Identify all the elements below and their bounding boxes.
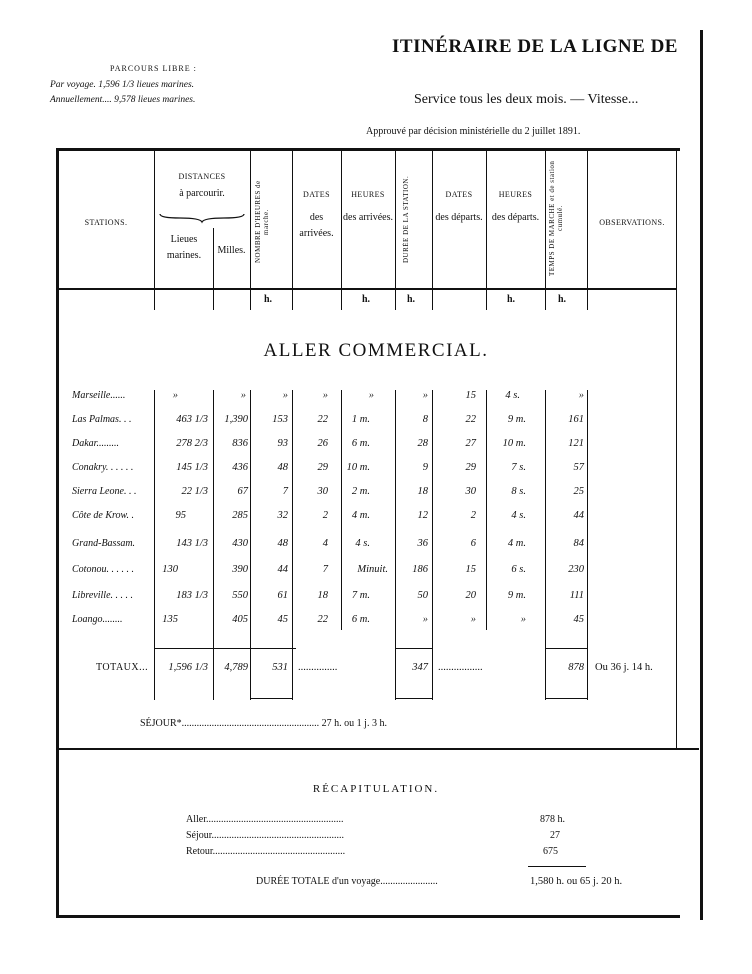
heures-value: 44	[277, 564, 288, 575]
totaux-milles: 4,789	[224, 662, 248, 673]
lieues-value: 143 1/3	[176, 538, 208, 549]
lieues-value: 183 1/3	[176, 590, 208, 601]
date-dep-value: 22	[465, 414, 476, 425]
duree-value: 36	[417, 538, 428, 549]
duree-value: 28	[417, 438, 428, 449]
brace-icon	[158, 212, 246, 224]
recap-retour-label: Retour.....................................................	[186, 846, 346, 857]
table-row	[0, 538, 752, 558]
heure-arr-value: »	[368, 390, 374, 401]
heures-value: 48	[277, 538, 288, 549]
station-name: Marseille......	[72, 390, 126, 401]
recap-total-label: DURÉE TOTALE d'un voyage.......................	[256, 876, 438, 887]
recap-sum-rule	[528, 866, 586, 867]
totals-top-rule	[396, 648, 432, 649]
heures-value: 153	[272, 414, 288, 425]
date-arr-value: 30	[317, 486, 328, 497]
date-arr-value: 4	[322, 538, 328, 549]
station-name: Libreville. . . . .	[72, 590, 134, 601]
totals-bottom-rule	[250, 698, 292, 699]
lieues-value: 278 2/3	[176, 438, 208, 449]
date-arr-value: 7	[322, 564, 328, 575]
date-arr-value: 22	[317, 614, 328, 625]
date-arr-value: »	[322, 390, 328, 401]
duree-value: 9	[422, 462, 428, 473]
lieues-value: 135	[162, 614, 178, 625]
heure-arr-value: 2 m.	[351, 486, 370, 497]
col-stations: STATIONS.	[84, 218, 128, 227]
duree-value: 8	[422, 414, 428, 425]
col-rule	[545, 150, 546, 310]
heures-value: »	[282, 390, 288, 401]
heure-arr-value: 4 s.	[355, 538, 370, 549]
heure-arr-value: 7 m.	[351, 590, 370, 601]
totaux-dots: ...............	[298, 662, 338, 673]
col-heures-departs-head: HEURES	[498, 190, 533, 199]
lieues-value: 130	[162, 564, 178, 575]
col-duree-station: DURÉE DE LA STATION.	[402, 175, 410, 263]
col-rule	[250, 150, 251, 310]
date-arr-value: 29	[317, 462, 328, 473]
recap-total-value: 1,580 h. ou 65 j. 20 h.	[530, 876, 623, 887]
totaux-cumul: 878	[568, 662, 584, 673]
col-rule	[341, 150, 342, 310]
totaux-lieues: 1,596 1/3	[168, 662, 208, 673]
col-rule	[587, 150, 588, 310]
heure-arr-value: 10 m.	[346, 462, 370, 473]
heure-dep-value: 4 s.	[505, 390, 520, 401]
table-row	[0, 390, 752, 410]
duree-value: »	[422, 614, 428, 625]
milles-value: 436	[232, 462, 248, 473]
date-dep-value: 29	[465, 462, 476, 473]
heures-value: 32	[277, 510, 288, 521]
table-row	[0, 590, 752, 610]
approval-line: Approuvé par décision ministérielle du 2 juillet 1891.	[366, 126, 581, 137]
heure-dep-value: 9 m.	[507, 414, 526, 425]
milles-value: »	[240, 390, 246, 401]
heure-dep-value: 4 s.	[511, 510, 526, 521]
duree-value: »	[422, 390, 428, 401]
milles-value: 550	[232, 590, 248, 601]
date-dep-value: 2	[470, 510, 476, 521]
col-a-parcourir: à parcourir.	[179, 188, 225, 199]
totaux-duree: 347	[412, 662, 428, 673]
milles-value: 836	[232, 438, 248, 449]
par-voyage-line: Par voyage. 1,596 1/3 lieues marines.	[50, 80, 195, 90]
milles-value: 285	[232, 510, 248, 521]
heure-arr-value: 6 m.	[351, 614, 370, 625]
heure-dep-value: 9 m.	[507, 590, 526, 601]
annuellement-line: Annuellement.... 9,578 lieues marines.	[50, 95, 196, 105]
date-dep-value: 15	[465, 390, 476, 401]
date-arr-value: 2	[322, 510, 328, 521]
service-line: Service tous les deux mois. — Vitesse...	[414, 92, 639, 107]
station-name: Conakry. . . . . .	[72, 462, 134, 473]
totaux-heures: 531	[272, 662, 288, 673]
col-heures-arrivees: des arrivées.	[343, 212, 393, 223]
station-name: Côte de Krow. .	[72, 510, 134, 521]
station-name: Grand-Bassam.	[72, 538, 136, 549]
station-name: Cotonou. . . . . .	[72, 564, 134, 575]
station-name: Sierra Leone. . .	[72, 486, 137, 497]
cumul-value: 111	[569, 590, 584, 601]
totals-bottom-rule	[546, 698, 587, 699]
col-heures-departs: des départs.	[491, 212, 540, 223]
station-name: Dakar.........	[72, 438, 119, 449]
heures-value: 93	[277, 438, 288, 449]
milles-value: 1,390	[224, 414, 248, 425]
col-rule	[432, 150, 433, 310]
heure-dep-value: 4 m.	[507, 538, 526, 549]
milles-value: 430	[232, 538, 248, 549]
table-bottom-rule	[59, 748, 699, 750]
lieues-value: 95	[175, 510, 186, 521]
col-dates-departs-head: DATES	[445, 190, 473, 199]
recap-aller-label: Aller.......................................................	[186, 814, 344, 825]
station-name: Las Palmas. . .	[72, 414, 132, 425]
date-dep-value: 30	[465, 486, 476, 497]
col-dates-arrivees: des arrivées.	[299, 212, 334, 239]
col-distances: DISTANCES	[178, 172, 226, 181]
unit-duree: h.	[407, 294, 416, 305]
duree-value: 18	[417, 486, 428, 497]
date-arr-value: 26	[317, 438, 328, 449]
lieues-value: 22 1/3	[181, 486, 208, 497]
totaux-observation: Ou 36 j. 14 h.	[595, 662, 653, 673]
parcours-libre-heading: PARCOURS LIBRE :	[110, 64, 197, 73]
recap-retour-value: 675	[543, 846, 558, 857]
cumul-value: 121	[568, 438, 584, 449]
unit-cumul: h.	[558, 294, 567, 305]
unit-heures-arr: h.	[362, 294, 371, 305]
duree-value: 12	[417, 510, 428, 521]
totals-top-rule	[546, 648, 587, 649]
duree-value: 50	[417, 590, 428, 601]
date-arr-value: 22	[317, 414, 328, 425]
table-row	[0, 462, 752, 482]
heure-arr-value: 6 m.	[351, 438, 370, 449]
heures-value: 61	[277, 590, 288, 601]
page-title: ITINÉRAIRE DE LA LIGNE DE	[392, 36, 678, 57]
col-observations: OBSERVATIONS.	[599, 218, 665, 227]
cumul-value: 57	[573, 462, 584, 473]
heure-arr-value: 1 m.	[351, 414, 370, 425]
heure-arr-value: Minuit.	[357, 564, 388, 575]
heure-dep-value: 10 m.	[502, 438, 526, 449]
table-row	[0, 414, 752, 434]
col-milles: Milles.	[217, 245, 246, 256]
heures-value: 7	[282, 486, 288, 497]
cumul-value: 45	[573, 614, 584, 625]
heures-value: 48	[277, 462, 288, 473]
date-dep-value: »	[470, 614, 476, 625]
col-dates-departs: des départs.	[435, 212, 483, 223]
heure-dep-value: 6 s.	[511, 564, 526, 575]
table-row	[0, 510, 752, 530]
col-rule	[395, 150, 396, 310]
cumul-value: 44	[573, 510, 584, 521]
recap-sejour-label: Séjour.....................................................	[186, 830, 345, 841]
lieues-value: »	[172, 390, 178, 401]
heure-dep-value: 8 s.	[511, 486, 526, 497]
date-arr-value: 18	[317, 590, 328, 601]
heure-arr-value: 4 m.	[351, 510, 370, 521]
date-dep-value: 20	[465, 590, 476, 601]
station-name: Loango........	[72, 614, 123, 625]
col-rule	[154, 150, 155, 310]
heures-value: 45	[277, 614, 288, 625]
cumul-value: »	[578, 390, 584, 401]
table-row	[0, 486, 752, 506]
col-dates-arrivees-head: DATES	[303, 190, 330, 199]
unit-heures-dep: h.	[507, 294, 516, 305]
heure-dep-value: 7 s.	[511, 462, 526, 473]
milles-value: 405	[232, 614, 248, 625]
unit-heures: h.	[264, 294, 273, 305]
header-bottom-rule	[59, 288, 676, 290]
date-dep-value: 27	[465, 438, 476, 449]
section-title: ALLER COMMERCIAL.	[263, 340, 489, 361]
table-row	[0, 438, 752, 458]
col-nombre-heures: NOMBRE D'HEURES de marche.	[254, 180, 270, 264]
col-rule	[486, 150, 487, 310]
heure-dep-value: »	[520, 614, 526, 625]
totals-bottom-rule	[396, 698, 432, 699]
cumul-value: 161	[568, 414, 584, 425]
cumul-value: 230	[568, 564, 584, 575]
date-dep-value: 15	[465, 564, 476, 575]
totals-top-rule	[154, 648, 296, 649]
milles-value: 67	[237, 486, 248, 497]
milles-value: 390	[232, 564, 248, 575]
cumul-value: 84	[573, 538, 584, 549]
lieues-value: 145 1/3	[176, 462, 208, 473]
table-row	[0, 614, 752, 634]
date-dep-value: 6	[470, 538, 476, 549]
recap-sejour-value: 27	[550, 830, 560, 841]
col-heures-arrivees-head: HEURES	[351, 190, 385, 199]
col-rule	[213, 228, 214, 310]
table-row	[0, 564, 752, 584]
duree-value: 186	[412, 564, 428, 575]
col-lieues: Lieues marines.	[166, 234, 202, 261]
recap-title: RÉCAPITULATION.	[312, 783, 440, 795]
totaux-label: TOTAUX...	[96, 662, 149, 673]
cumul-value: 25	[573, 486, 584, 497]
sejour-line: SÉJOUR*....................................................... 27 h. ou 1 j. 3 h.	[140, 718, 387, 729]
col-temps-marche: TEMPS DE MARCHE et de station cumulé.	[548, 160, 564, 276]
recap-aller-value: 878 h.	[540, 814, 565, 825]
lieues-value: 463 1/3	[176, 414, 208, 425]
totaux-dots: .................	[438, 662, 483, 673]
